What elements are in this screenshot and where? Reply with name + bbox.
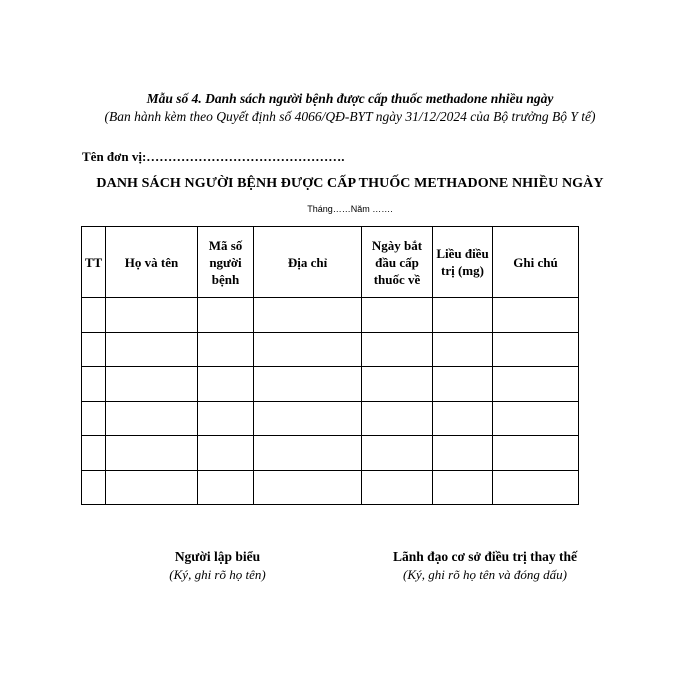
- table-row: [82, 436, 579, 471]
- table-cell: [362, 332, 433, 367]
- table-cell: [362, 470, 433, 505]
- column-header-address: Địa chỉ: [254, 227, 362, 298]
- table-cell: [106, 401, 198, 436]
- table-cell: [82, 470, 106, 505]
- table-cell: [362, 436, 433, 471]
- column-header-start-date: Ngày bắt đầu cấp thuốc về: [362, 227, 433, 298]
- form-title: Mẫu số 4. Danh sách người bệnh được cấp thuốc methadone nhiều ngày: [146, 91, 554, 106]
- table-cell: [433, 332, 493, 367]
- table-cell: [493, 367, 579, 402]
- table-cell: [106, 332, 198, 367]
- table-cell: [198, 436, 254, 471]
- table-cell: [106, 298, 198, 333]
- table-header-row: [82, 227, 579, 298]
- table-cell: [254, 367, 362, 402]
- leader-signature: [365, 548, 605, 584]
- table-row: [82, 401, 579, 436]
- table-cell: [82, 367, 106, 402]
- column-header-dose: Liều điều trị (mg): [433, 227, 493, 298]
- table-cell: [362, 298, 433, 333]
- form-issued-note: (Ban hành kèm theo Quyết định số 4066/QĐ-BYT ngày 31/12/2024 của Bộ trưởng Bộ Y tế): [104, 109, 596, 124]
- column-header-notes: Ghi chú: [493, 227, 579, 298]
- table-cell: [362, 401, 433, 436]
- table-cell: [433, 401, 493, 436]
- table-cell: [106, 436, 198, 471]
- table-cell: [254, 470, 362, 505]
- form-title-block: [80, 90, 620, 126]
- table-cell: [493, 436, 579, 471]
- table-row: [82, 332, 579, 367]
- table-cell: [82, 401, 106, 436]
- table-cell: [493, 298, 579, 333]
- table-row: [82, 298, 579, 333]
- table-cell: [493, 470, 579, 505]
- table-cell: [198, 332, 254, 367]
- table-cell: [254, 401, 362, 436]
- preparer-note: (Ký, ghi rõ họ tên): [169, 567, 266, 582]
- leader-role: Lãnh đạo cơ sở điều trị thay thế: [392, 549, 578, 564]
- column-header-name: Họ và tên: [106, 227, 198, 298]
- table-cell: [82, 332, 106, 367]
- reporting-period: Tháng……Năm …….: [307, 204, 393, 214]
- table-cell: [106, 470, 198, 505]
- patient-table: [81, 226, 579, 505]
- table-body: [82, 298, 579, 505]
- table-cell: [254, 298, 362, 333]
- table-cell: [433, 470, 493, 505]
- table-cell: [254, 436, 362, 471]
- preparer-role: Người lập biểu: [174, 549, 261, 564]
- document-heading: DANH SÁCH NGƯỜI BỆNH ĐƯỢC CẤP THUỐC METHADONE NHIỀU NGÀY: [96, 176, 604, 191]
- table-row: [82, 367, 579, 402]
- preparer-signature: [145, 548, 290, 584]
- table-cell: [493, 401, 579, 436]
- table-cell: [198, 298, 254, 333]
- leader-note: (Ký, ghi rõ họ tên và đóng dấu): [403, 567, 567, 582]
- table-cell: [433, 367, 493, 402]
- table-cell: [82, 298, 106, 333]
- table-cell: [106, 367, 198, 402]
- unit-name-line: Tên đơn vị:……………………………………….: [82, 149, 345, 164]
- table-cell: [198, 367, 254, 402]
- table-cell: [198, 470, 254, 505]
- table-row: [82, 470, 579, 505]
- table-cell: [254, 332, 362, 367]
- table-cell: [82, 436, 106, 471]
- column-header-patient-id: Mã số người bệnh: [198, 227, 254, 298]
- table-cell: [362, 367, 433, 402]
- column-header-index: TT: [82, 227, 106, 298]
- table-cell: [433, 298, 493, 333]
- table-cell: [493, 332, 579, 367]
- table-cell: [198, 401, 254, 436]
- table-cell: [433, 436, 493, 471]
